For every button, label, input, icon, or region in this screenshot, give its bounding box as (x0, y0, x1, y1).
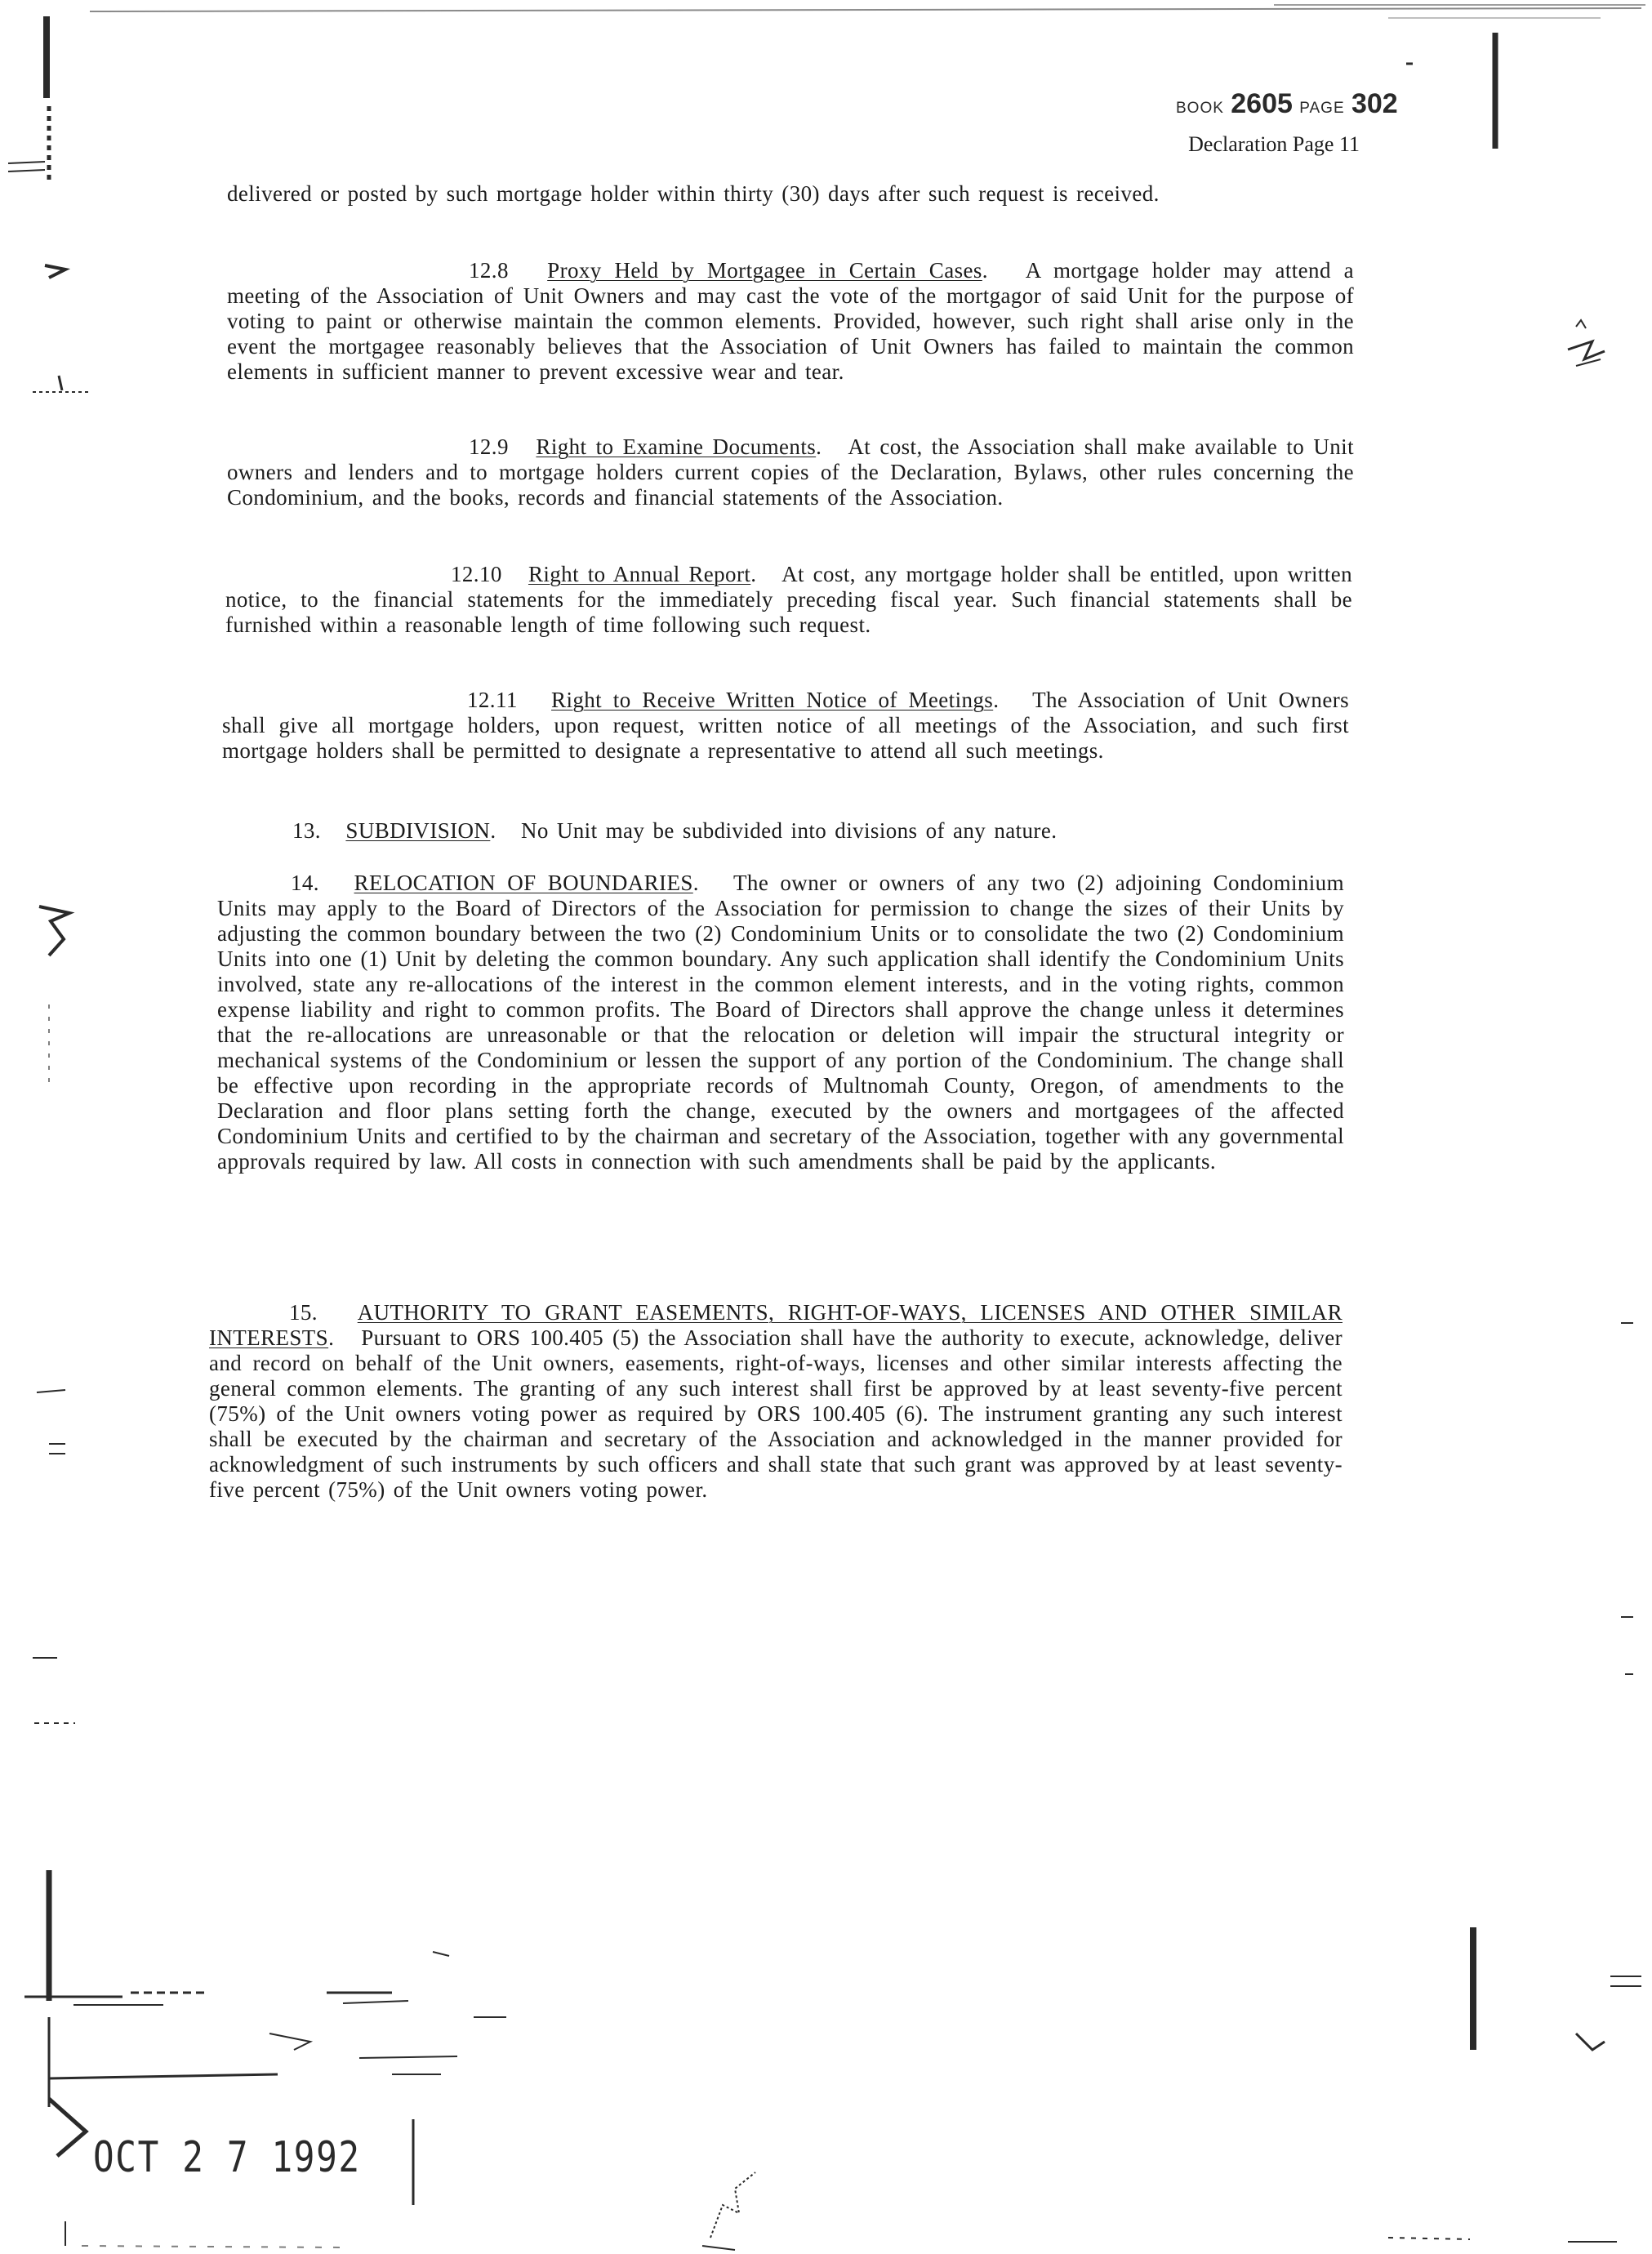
section-heading: Right to Annual Report (528, 562, 751, 586)
section-number: 12.9 (469, 434, 509, 459)
section-heading: Right to Examine Documents (536, 434, 817, 459)
page-number: 302 (1351, 88, 1398, 119)
section-15: 15. AUTHORITY TO GRANT EASEMENTS, RIGHT-OF-WAYS, LICENSES AND OTHER SIMILAR INTERESTS. Pursuant to ORS 100.405 (5) the Association shall have the authority to execute, acknowledge, deliver and record on behalf of the Unit owners, easements, right-of-ways, licenses and other similar interests affecting the general common elements. The granting of any such interest shall first be approved by at least seventy-five percent (75%) of the Unit owners voting power as required by ORS 100.405 (6). The instrument granting any such interest shall be executed by the chairman and secretary of the Association and acknowledged in the manner provided for acknowledgment of such instruments by such officers and shall state that such grant was approved by at least seventy-five percent (75%) of the Unit owners voting power. (209, 1300, 1343, 1502)
section-text: The Association of Unit Owners shall give all mortgage holders, upon request, written notice of all meetings of the Association, and such first mortgage holders shall be permitted to designate a representative to attend all such meetings. (222, 688, 1349, 763)
section-text: No Unit may be subdivided into divisions of any nature. (520, 818, 1058, 843)
declaration-page-label: Declaration Page 11 (1188, 132, 1360, 156)
section-number: 15. (289, 1300, 318, 1325)
section-12-10: 12.10 Right to Annual Report. At cost, any mortgage holder shall be entitled, upon written notice, to the financial statements for the immediately preceding fiscal year. Such financial statements shall be furnished within a reasonable length of time following such request. (225, 562, 1352, 637)
book-word: BOOK (1176, 100, 1224, 117)
section-heading: Right to Receive Written Notice of Meetings (551, 688, 994, 712)
section-heading: Proxy Held by Mortgagee in Certain Cases (547, 258, 982, 283)
section-12-9: 12.9 Right to Examine Documents. At cost, the Association shall make available to Unit owners and lenders and to mortgage holders current copies of the Declaration, Bylaws, other rules concerning the Condominium, and the books, records and financial statements of the Association. (227, 434, 1354, 510)
section-text: The owner or owners of any two (2) adjoining Condominium Units may apply to the Board of Directors of the Association for permission to change the sizes of their Units by adjusting the common boundary between the two (2) Condominium Units or to consolidate the two (2) Condominium Units into one (1) Unit by deleting the common boundary. Any such application shall identify the Condominium Units involved, state any re-allocations of the interest in the common element interests, and in the voting rights, common expense liability and right to common profits. The Board of Directors shall approve the change unless it determines that the re-allocations are unreasonable or that the relocation or deletion will impair the structural integrity or mechanical systems of the Condominium or lessen the support of any portion of the Condominium. The change shall be effective upon recording in the appropriate records of Multnomah County, Oregon, of amendments to the Declaration and floor plans setting forth the change, executed by the owners and mortgagees of the affected Condominium Units and certified to by the chairman and secretary of the Association, together with any governmental approvals required by law. All costs in connection with such amendments shall be paid by the applicants. (217, 871, 1344, 1174)
section-heading: RELOCATION OF BOUNDARIES (354, 871, 693, 895)
section-text: At cost, the Association shall make available to Unit owners and lenders and to mortgage holders current copies of the Declaration, Bylaws, other rules concerning the Condominium, and the books, records and financial statements of the Association. (227, 434, 1354, 510)
section-12-11: 12.11 Right to Receive Written Notice of Meetings. The Association of Unit Owners shall give all mortgage holders, upon request, written notice of all meetings of the Association, and such first mortgage holders shall be permitted to designate a representative to attend all such meetings. (222, 688, 1349, 763)
section-heading: SUBDIVISION (345, 818, 491, 843)
paragraph-text: delivered or posted by such mortgage holder within thirty (30) days after such request is received. (227, 181, 1160, 206)
section-heading: AUTHORITY TO GRANT EASEMENTS, RIGHT-OF-WAYS, LICENSES AND OTHER SIMILAR INTERESTS (209, 1300, 1343, 1350)
section-12-8: 12.8 Proxy Held by Mortgagee in Certain Cases. A mortgage holder may attend a meeting of the Association of Unit Owners and may cast the vote of the mortgagor of said Unit for the purpose of voting to paint or otherwise maintain the common elements. Provided, however, such right shall arise only in the event the mortgagee reasonably believes that the Association of Unit Owners has failed to maintain the common elements in sufficient manner to prevent excessive wear and tear. (227, 258, 1354, 384)
section-number: 12.11 (467, 688, 518, 712)
section-13: 13. SUBDIVISION. No Unit may be subdivided into divisions of any nature. (292, 818, 1058, 843)
section-text: Pursuant to ORS 100.405 (5) the Association shall have the authority to execute, acknowledge, deliver and record on behalf of the Unit owners, easements, right-of-ways, licenses and other similar interests affecting the general common elements. The granting of any such interest shall first be approved by at least seventy-five percent (75%) of the Unit owners voting power as required by ORS 100.405 (6). The instrument granting any such interest shall be executed by the chairman and secretary of the Association and acknowledged in the manner provided for acknowledgment of such instruments by such officers and shall state that such grant was approved by at least seventy-five percent (75%) of the Unit owners voting power. (209, 1325, 1343, 1502)
page-word: PAGE (1299, 100, 1345, 117)
section-number: 12.8 (469, 258, 509, 283)
section-14: 14. RELOCATION OF BOUNDARIES. The owner or owners of any two (2) adjoining Condominium Units may apply to the Board of Directors of the Association for permission to change the sizes of their Units by adjusting the common boundary between the two (2) Condominium Units or to consolidate the two (2) Condominium Units into one (1) Unit by deleting the common boundary. Any such application shall identify the Condominium Units involved, state any re-allocations of the interest in the common element interests, and in the voting rights, common expense liability and right to common profits. The Board of Directors shall approve the change unless it determines that the re-allocations are unreasonable or that the relocation or deletion will impair the structural integrity or mechanical systems of the Condominium or lessen the support of any portion of the Condominium. The change shall be effective upon recording in the appropriate records of Multnomah County, Oregon, of amendments to the Declaration and floor plans setting forth the change, executed by the owners and mortgagees of the affected Condominium Units and certified to by the chairman and secretary of the Association, together with any governmental approvals required by law. All costs in connection with such amendments shall be paid by the applicants. (217, 871, 1344, 1174)
section-text: A mortgage holder may attend a meeting of the Association of Unit Owners and may cast the vote of the mortgagor of said Unit for the purpose of voting to paint or otherwise maintain the common elements. Provided, however, such right shall arise only in the event the mortgagee reasonably believes that the Association of Unit Owners has failed to maintain the common elements in sufficient manner to prevent excessive wear and tear. (227, 258, 1354, 384)
section-number: 13. (292, 818, 321, 843)
book-number: 2605 (1231, 88, 1293, 119)
section-text: At cost, any mortgage holder shall be entitled, upon written notice, to the financial statements for the immediately preceding fiscal year. Such financial statements shall be furnished within a reasonable length of time following such request. (225, 562, 1352, 637)
section-number: 12.10 (451, 562, 502, 586)
date-stamp: OCT 2 7 1992 (93, 2133, 361, 2182)
section-number: 14. (291, 871, 319, 895)
